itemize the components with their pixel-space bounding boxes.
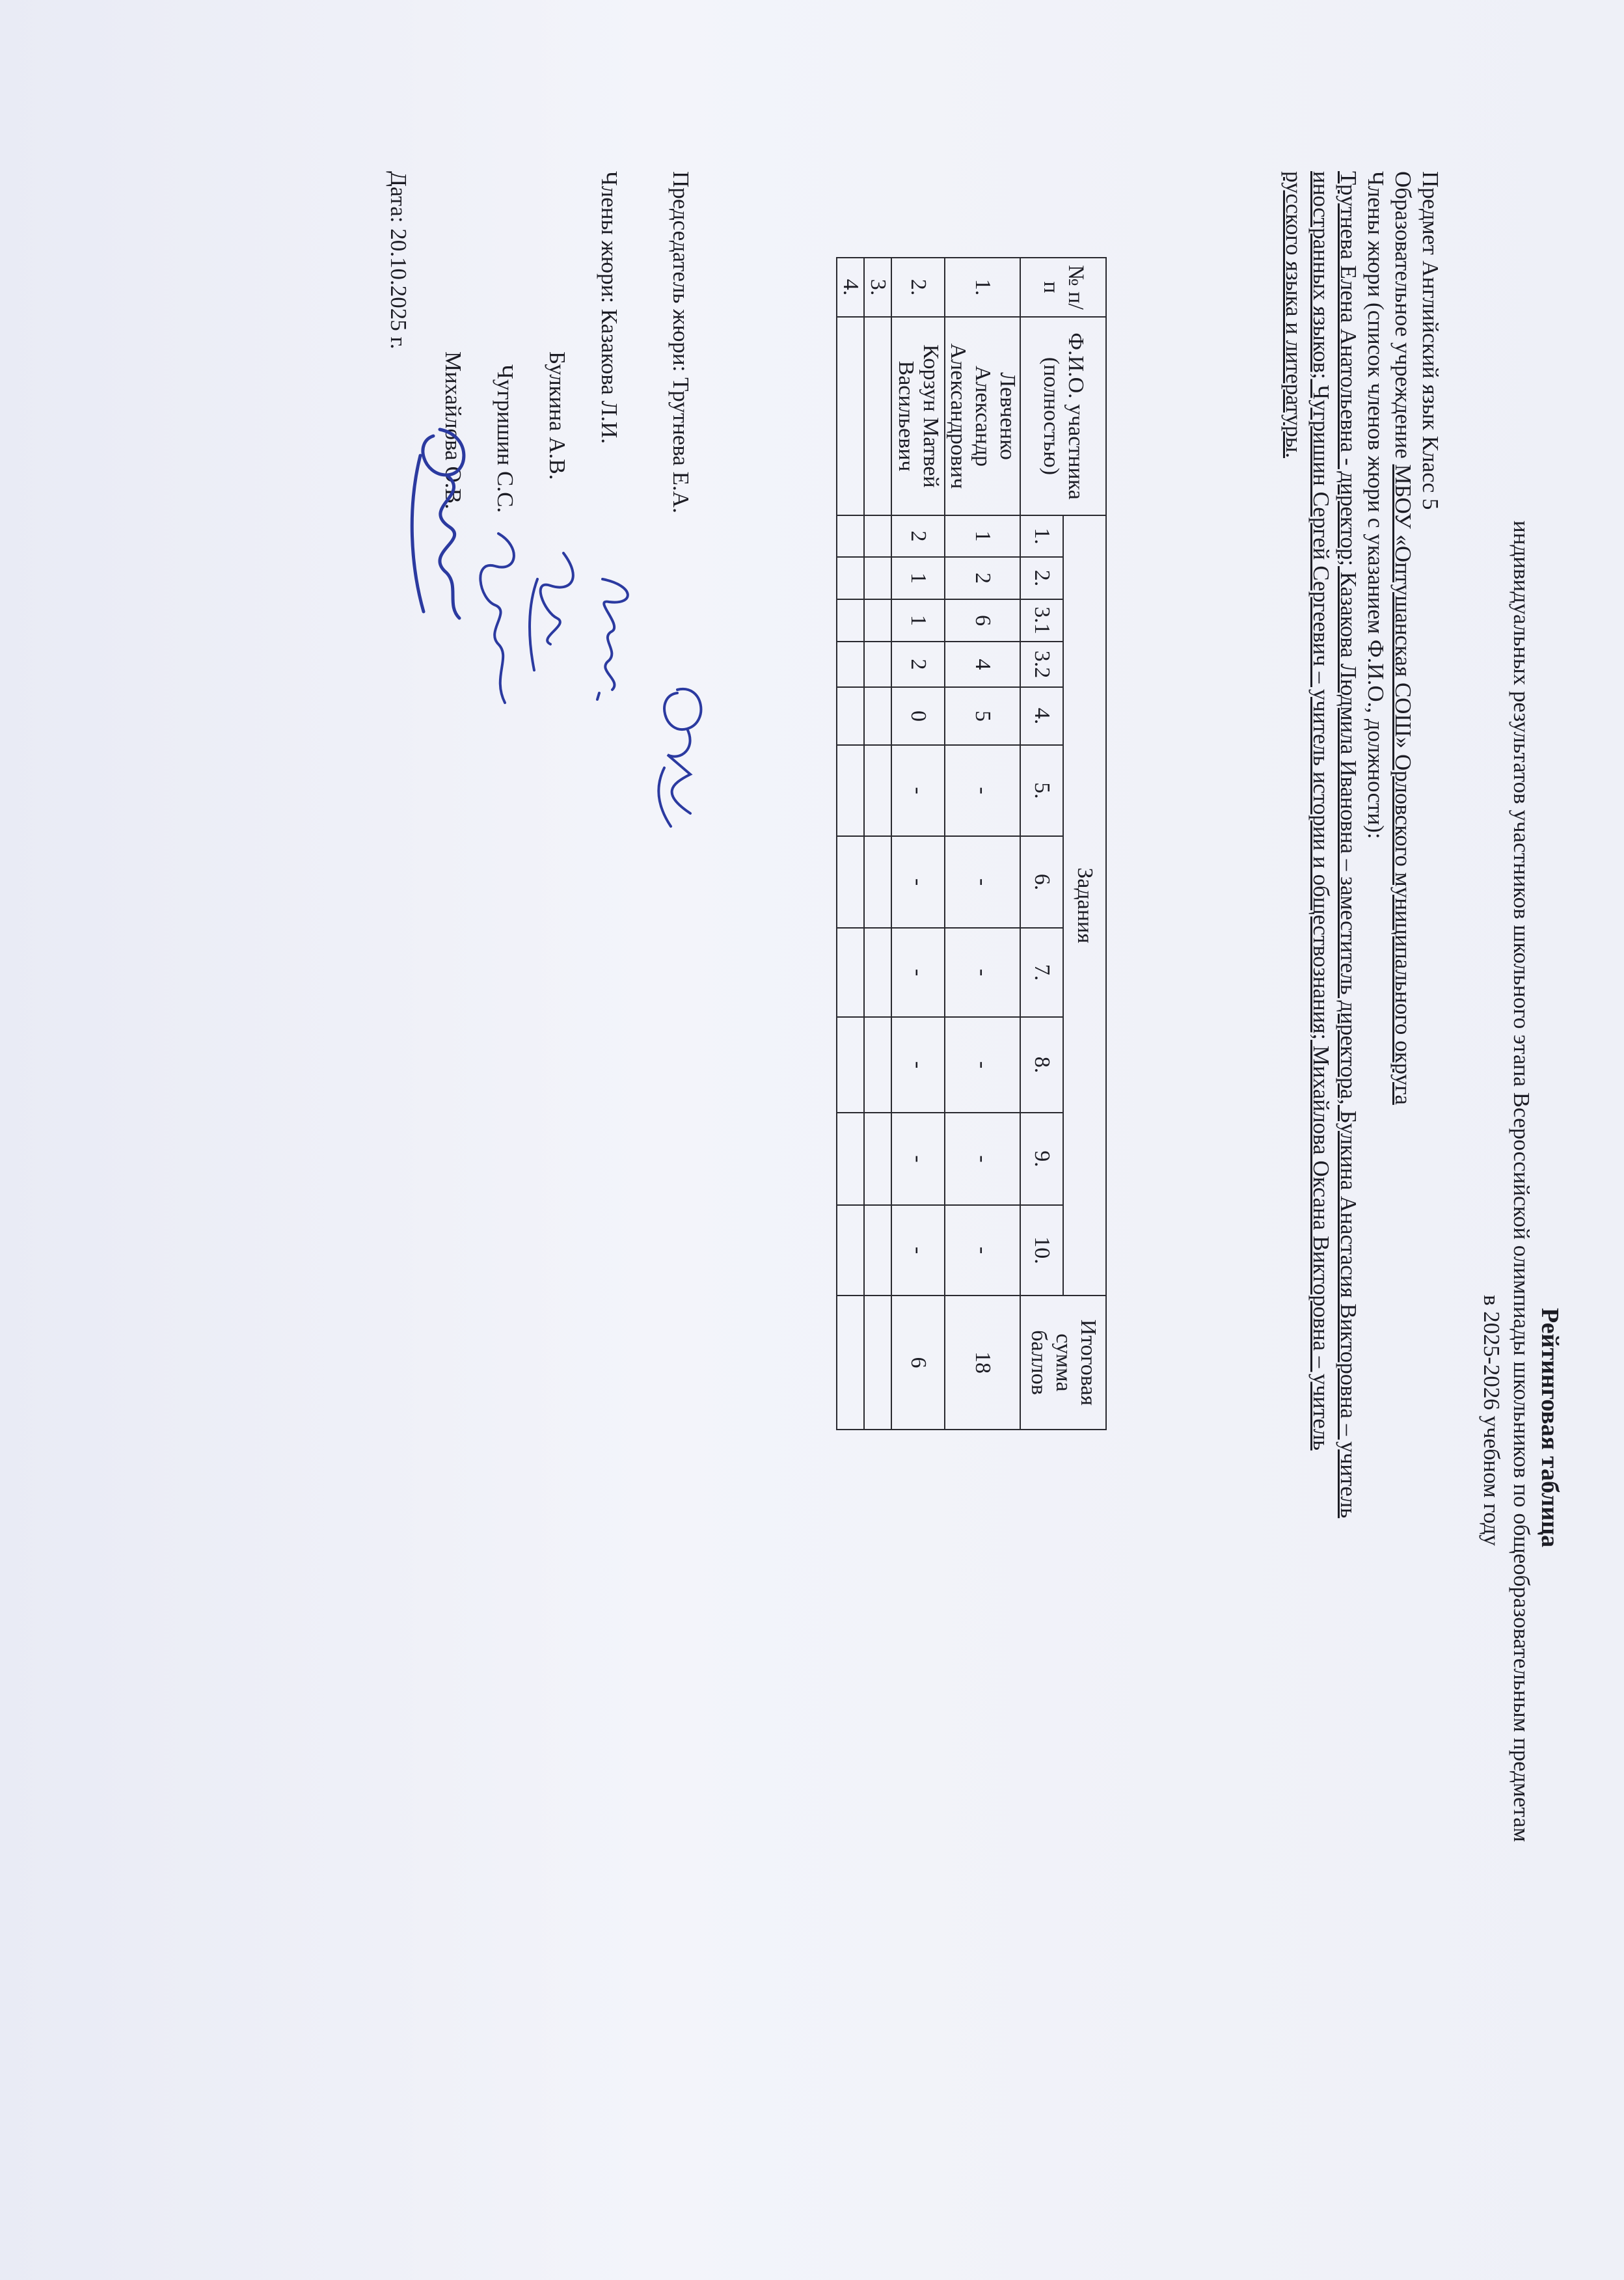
- row-num: 4.: [837, 258, 864, 317]
- document-subtitle: индивидуальных результатов участников школьного этапа Всероссийской олимпиады школьников по общеобразовательным предметам: [1509, 521, 1534, 1842]
- score-cell: 1: [891, 557, 945, 599]
- jury-member: Михайлова О.В.: [440, 351, 466, 509]
- chairman-line: Председатель жюри: Трутнева Е.А.: [668, 171, 694, 513]
- score-cell: -: [891, 836, 945, 928]
- score-cell: -: [945, 1017, 1020, 1113]
- score-cell: 5: [945, 687, 1020, 745]
- document-title: Рейтинговая таблица: [1536, 1308, 1563, 1548]
- task-number: 7.: [1020, 928, 1063, 1017]
- score-cell: [837, 515, 864, 557]
- score-cell: [864, 745, 891, 836]
- jury-member: Чугришин С.С.: [493, 364, 518, 513]
- score-cell: [864, 642, 891, 687]
- score-cell: [837, 928, 864, 1017]
- task-number: 5.: [1020, 745, 1063, 836]
- jury-line: русского языка и литературы.: [1281, 171, 1306, 459]
- score-cell: [837, 836, 864, 928]
- score-cell: [864, 515, 891, 557]
- score-cell: 2: [891, 642, 945, 687]
- score-cell: 2: [945, 557, 1020, 599]
- score-cell: [837, 1113, 864, 1205]
- table-row: [945, 258, 1020, 1430]
- institution-name: МБОУ «Оптушанская СОШ» Орловского муниципального округа: [1390, 464, 1416, 1106]
- score-cell: [864, 1205, 891, 1296]
- kazakova-signature: [583, 566, 648, 722]
- jury-intro: Члены жюри (список членов жюри с указанием Ф.И.О., должности):: [1363, 171, 1388, 839]
- score-cell: [864, 1113, 891, 1205]
- table-row: [891, 258, 945, 1430]
- task-number: 1.: [1020, 515, 1063, 557]
- score-cell: -: [945, 928, 1020, 1017]
- institution-line: Образовательное учреждение МБОУ «Оптушанская СОШ» Орловского муниципального округа: [1390, 171, 1416, 1106]
- table-header-row: [1063, 258, 1106, 1430]
- score-cell: -: [945, 1113, 1020, 1205]
- task-number: 8.: [1020, 1017, 1063, 1113]
- score-cell: -: [891, 1113, 945, 1205]
- task-number: 2.: [1020, 557, 1063, 599]
- participant-name: Левченко Александр Александрович: [945, 317, 1020, 515]
- score-cell: -: [891, 745, 945, 836]
- jury-line: Трутнева Елена Анатольевна - директор; Казакова Людмила Ивановна – заместитель директора, Булкина Анастасия Викторовна – учитель: [1336, 171, 1361, 1519]
- score-cell: [864, 836, 891, 928]
- score-cell: [837, 557, 864, 599]
- participant-name: [837, 317, 864, 515]
- score-cell: 0: [891, 687, 945, 745]
- header-total: Итоговая сумма баллов: [1020, 1296, 1106, 1430]
- score-cell: [864, 557, 891, 599]
- rating-table: [836, 257, 1107, 1430]
- score-cell: [837, 745, 864, 836]
- total-score: [864, 1296, 891, 1430]
- score-cell: -: [891, 1017, 945, 1113]
- score-cell: [837, 599, 864, 642]
- score-cell: -: [945, 836, 1020, 928]
- score-cell: [864, 599, 891, 642]
- header-name: Ф.И.О. участника (полностью): [1020, 317, 1106, 515]
- total-score: 6: [891, 1296, 945, 1430]
- row-num: 1.: [945, 258, 1020, 317]
- jury-line: иностранных языков; Чугришин Сергей Сергеевич – учитель истории и обществознания; Михайлова Оксана Викторовна – учитель: [1308, 171, 1334, 1451]
- total-score: [837, 1296, 864, 1430]
- jury-members-label: Члены жюри: Казакова Л.И.: [597, 171, 622, 444]
- score-cell: 4: [945, 642, 1020, 687]
- score-cell: [837, 1017, 864, 1113]
- mikhaylova-signature: [401, 416, 485, 631]
- academic-year: в 2025-2026 учебном году: [1479, 1295, 1504, 1546]
- score-cell: [837, 1205, 864, 1296]
- score-cell: [864, 687, 891, 745]
- header-tasks: Задания: [1063, 515, 1106, 1296]
- task-number: 6.: [1020, 836, 1063, 928]
- row-num: 3.: [864, 258, 891, 317]
- score-cell: 1: [945, 515, 1020, 557]
- score-cell: 6: [945, 599, 1020, 642]
- task-number: 3.1: [1020, 599, 1063, 642]
- score-cell: 1: [891, 599, 945, 642]
- task-number: 4.: [1020, 687, 1063, 745]
- participant-name: Корзун Матвей Васильевич: [891, 317, 945, 515]
- score-cell: [837, 687, 864, 745]
- participant-name: [864, 317, 891, 515]
- total-score: 18: [945, 1296, 1020, 1430]
- task-number: 3.2: [1020, 642, 1063, 687]
- score-cell: -: [945, 1205, 1020, 1296]
- jury-member: Булкина А.В.: [545, 351, 570, 480]
- task-number: 9.: [1020, 1113, 1063, 1205]
- score-cell: -: [945, 745, 1020, 836]
- score-cell: [864, 928, 891, 1017]
- table-row: [837, 258, 864, 1430]
- score-cell: [864, 1017, 891, 1113]
- header-num: № п/п: [1020, 258, 1106, 317]
- task-number: 10.: [1020, 1205, 1063, 1296]
- document-date: Дата: 20.10.2025 г.: [386, 171, 411, 349]
- table-row: [864, 258, 891, 1430]
- score-cell: -: [891, 1205, 945, 1296]
- score-cell: 2: [891, 515, 945, 557]
- score-cell: -: [891, 928, 945, 1017]
- score-cell: [837, 642, 864, 687]
- subject-line: Предмет Английский язык Класс 5: [1418, 171, 1443, 510]
- chairman-signature: [645, 677, 716, 833]
- row-num: 2.: [891, 258, 945, 317]
